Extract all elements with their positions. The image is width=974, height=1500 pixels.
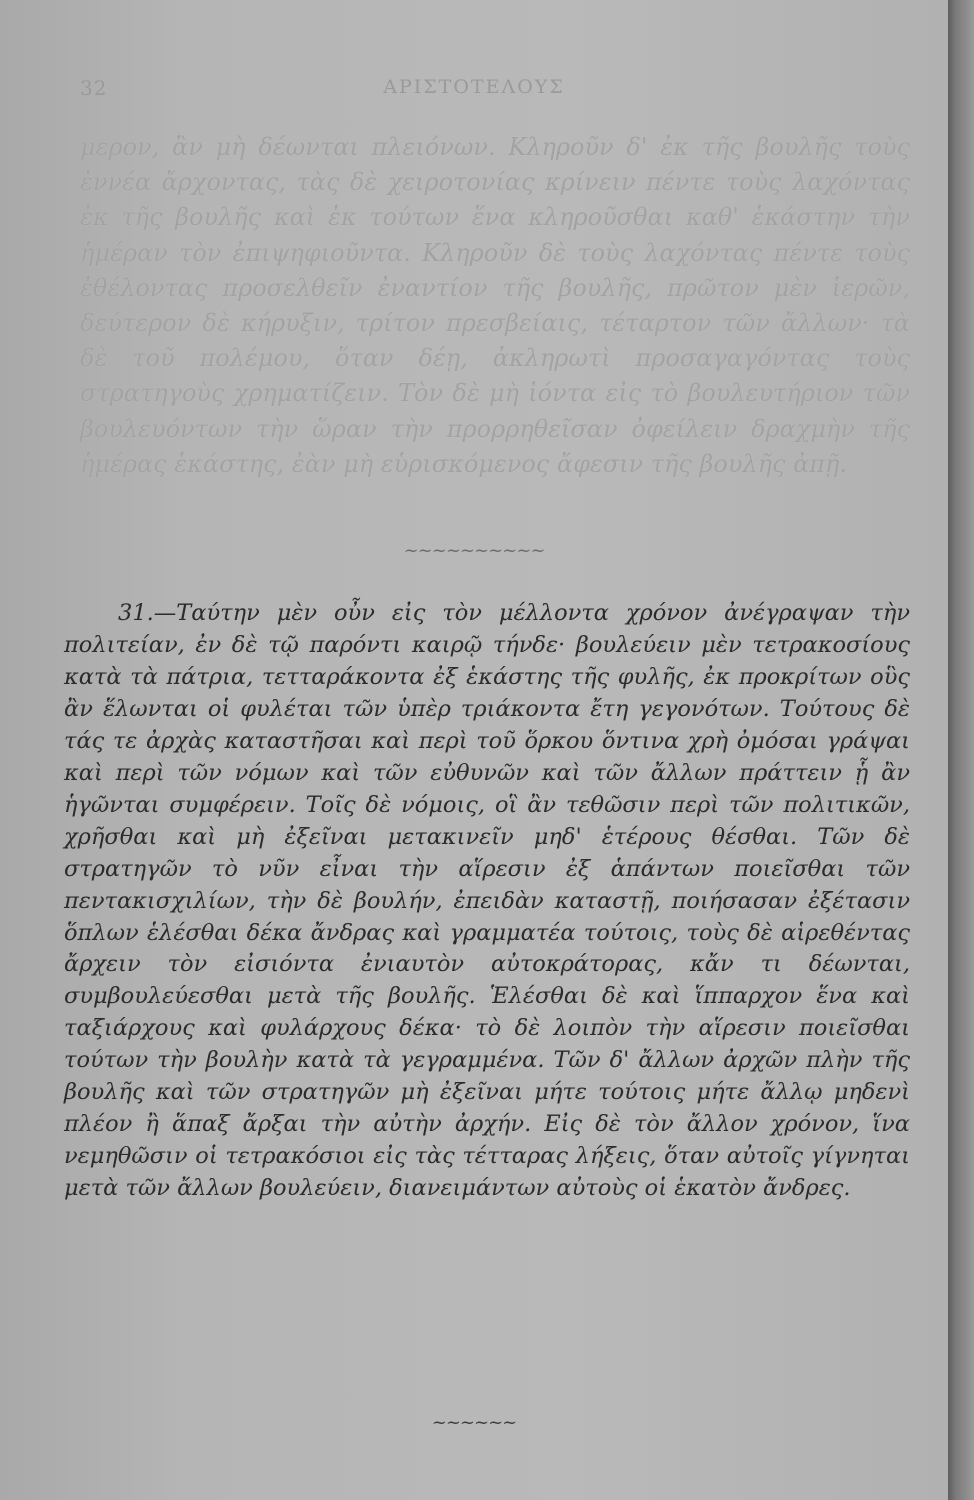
running-title: ΑΡΙΣΤΟΤΕΛΟΥΣ: [383, 76, 565, 98]
section-divider-top: ~~~~~~~~~~: [403, 540, 545, 561]
page-number: 32: [80, 76, 108, 100]
main-paragraph-text: 31.—Ταύτην μὲν οὖν εἰς τὸν μέλλοντα χρόνον ἀνέγραψαν τὴν πολιτείαν, ἐν δὲ τῷ παρόντι καιρῷ τήνδε· βουλεύειν μὲν τετρακοσίους κατὰ τὰ πάτρια, τετταράκοντα ἐξ ἑκάστης τῆς φυλῆς, ἐκ προκρίτων οὓς ἂν ἕλωνται οἱ φυλέται τῶν ὑπὲρ τριάκοντα ἔτη γεγονότων. Τούτους δὲ τάς τε ἀρχὰς καταστῆσαι καὶ περὶ τοῦ ὅρκου ὅντινα χρὴ ὀμόσαι γράψαι καὶ περὶ τῶν νόμων καὶ τῶν εὐθυνῶν καὶ τῶν ἄλλων πράττειν ᾗ ἂν ἡγῶνται συμφέρειν. Τοῖς δὲ νόμοις, οἳ ἂν τεθῶσιν περὶ τῶν πολιτικῶν, χρῆσθαι καὶ μὴ ἐξεῖναι μετακινεῖν μηδ' ἑτέρους θέσθαι. Τῶν δὲ στρατηγῶν τὸ νῦν εἶναι τὴν αἵρεσιν ἐξ ἁπάντων ποιεῖσθαι τῶν πεντακισχιλίων, τὴν δὲ βουλήν, ἐπειδὰν καταστῇ, ποιήσασαν ἐξέτασιν ὅπλων ἑλέσθαι δέκα ἄνδρας καὶ γραμματέα τούτοις, τοὺς δὲ αἱρεθέντας ἄρχειν τὸν εἰσιόντα ἐνιαυτὸν αὐτοκράτορας, κἄν τι δέωνται, συμβουλεύεσθαι μετὰ τῆς βουλῆς. Ἑλέσθαι δὲ καὶ ἵππαρχον ἕνα καὶ ταξιάρχους καὶ φυλάρχους δέκα· τὸ δὲ λοιπὸν τὴν αἵρεσιν ποιεῖσθαι τούτων τὴν βουλὴν κατὰ τὰ γεγραμμένα. Τῶν δ' ἄλλων ἀρχῶν πλὴν τῆς βουλῆς καὶ τῶν στρατηγῶν μὴ ἐξεῖναι μήτε τούτοις μήτε ἄλλῳ μηδενὶ πλέον ἢ ἅπαξ ἄρξαι τὴν αὐτὴν ἀρχήν. Εἰς δὲ τὸν ἄλλον χρόνον, ἵνα νεμηθῶσιν οἱ τετρακόσιοι εἰς τὰς τέτταρας λήξεις, ὅταν αὐτοῖς γίγνηται μετὰ τῶν ἄλλων βουλεύειν, διανειμάντων αὐτοὺς οἱ ἑκατὸν ἄνδρες.: [64, 600, 910, 1202]
main-paragraph: [64, 598, 910, 1205]
section-divider-bottom: ~~~~~~: [431, 1412, 517, 1433]
faded-paragraph: μερον, ἂν μὴ δέωνται πλειόνων. Κληροῦν δ' ἐκ τῆς βουλῆς τοὺς ἐννέα ἄρχοντας, τὰς δὲ χειροτονίας κρίνειν πέντε τοὺς λαχόντας ἐκ τῆς βουλῆς καὶ ἐκ τούτων ἕνα κληροῦσθαι καθ' ἑκάστην τὴν ἡμέραν τὸν ἐπιψηφιοῦντα. Κληροῦν δὲ τοὺς λαχόντας πέντε τοὺς ἐθέλοντας προσελθεῖν ἐναντίον τῆς βουλῆς, πρῶτον μὲν ἱερῶν, δεύτερον δὲ κήρυξιν, τρίτον πρεσβείαις, τέταρτον τῶν ἄλλων· τὰ δὲ τοῦ πολέμου, ὅταν δέῃ, ἀκληρωτὶ προσαγαγόντας τοὺς στρατηγοὺς χρηματίζειν. Τὸν δὲ μὴ ἰόντα εἰς τὸ βουλευτήριον τῶν βουλευόντων τὴν ὥραν τὴν προρρηθεῖσαν ὀφείλειν δραχμὴν τῆς ἡμέρας ἑκάστης, ἐὰν μὴ εὑρισκόμενος ἄφεσιν τῆς βουλῆς ἀπῇ.: [80, 133, 910, 478]
book-spine-shadow: [948, 0, 974, 1500]
